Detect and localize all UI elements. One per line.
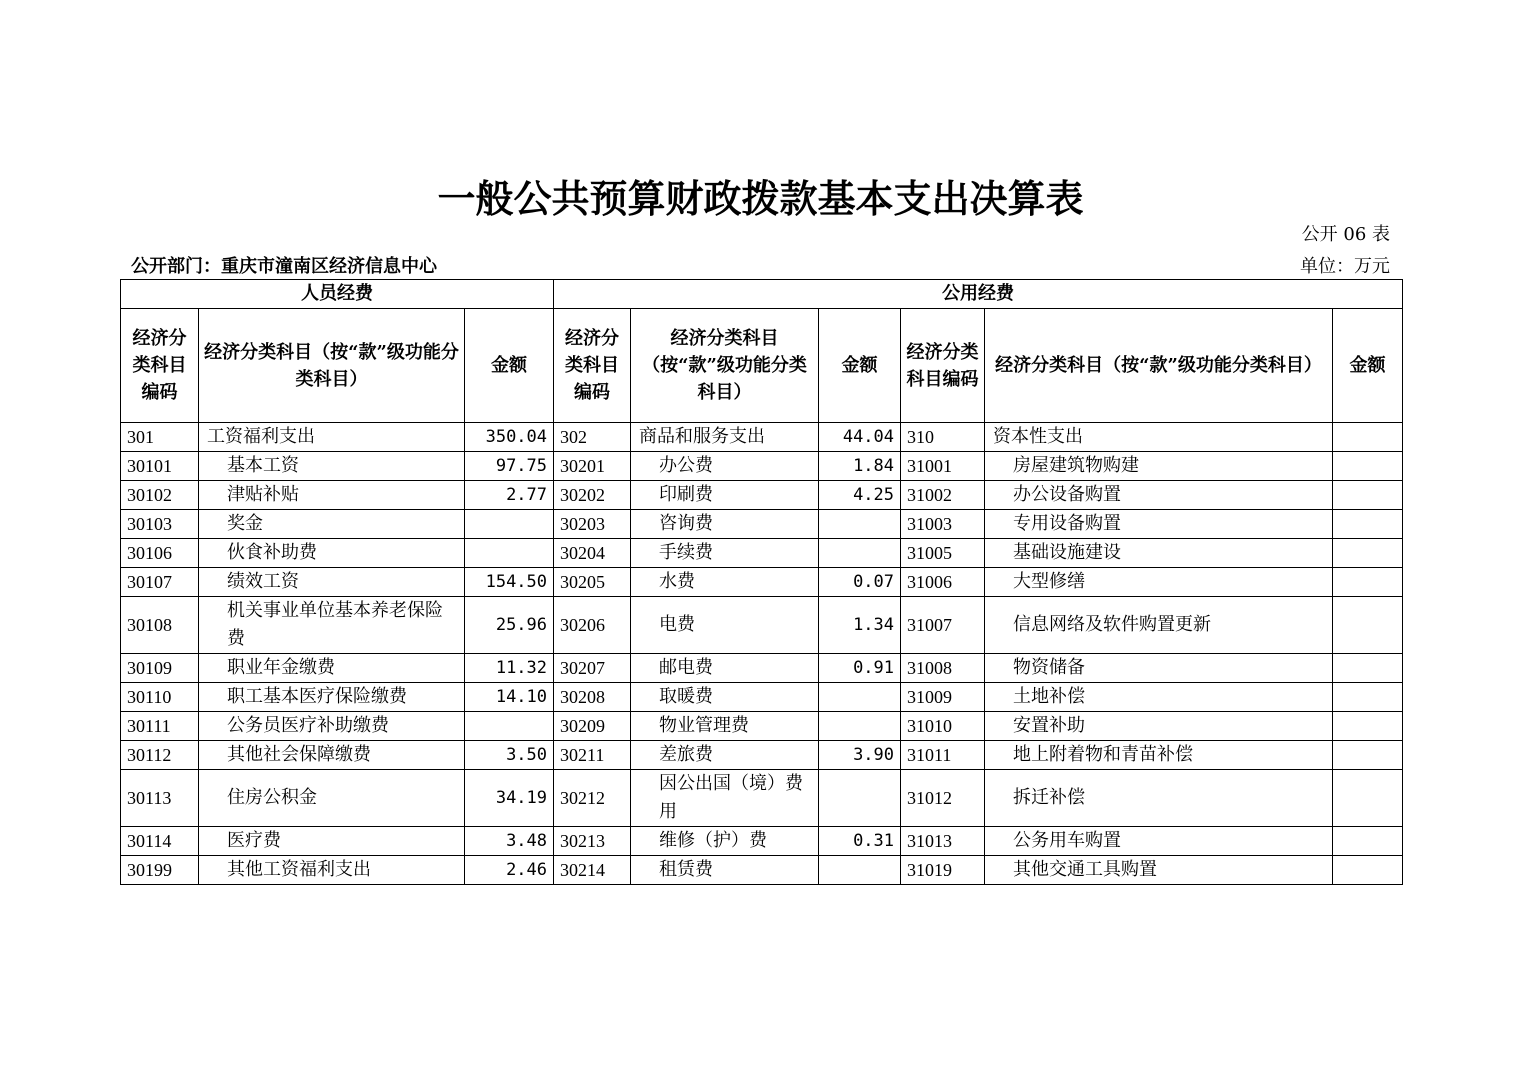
name-cell: 电费: [631, 597, 819, 654]
code-cell: 31002: [901, 481, 985, 510]
department-label: 公开部门：重庆市潼南区经济信息中心: [131, 256, 437, 277]
code-cell: 30212: [554, 770, 631, 827]
name-cell: 其他工资福利支出: [199, 856, 465, 885]
name-cell: 物资储备: [985, 654, 1333, 683]
code-cell: 301: [121, 423, 199, 452]
amount-cell: [1333, 770, 1403, 827]
amount-cell: [465, 510, 554, 539]
code-cell: 31009: [901, 683, 985, 712]
name-cell: 伙食补助费: [199, 539, 465, 568]
code-cell: 30204: [554, 539, 631, 568]
name-cell: 资本性支出: [985, 423, 1333, 452]
name-cell: 公务员医疗补助缴费: [199, 712, 465, 741]
amount-cell: [819, 770, 901, 827]
name-cell: 大型修缮: [985, 568, 1333, 597]
col-header-amount: 金额: [465, 309, 554, 423]
code-cell: 31001: [901, 452, 985, 481]
amount-cell: 2.46: [465, 856, 554, 885]
code-cell: 31005: [901, 539, 985, 568]
table-row: [121, 452, 1403, 481]
code-cell: 30205: [554, 568, 631, 597]
amount-cell: 1.34: [819, 597, 901, 654]
code-cell: 31003: [901, 510, 985, 539]
public-group-header: 公用经费: [554, 280, 1403, 309]
amount-cell: 1.84: [819, 452, 901, 481]
col-header-amount: 金额: [819, 309, 901, 423]
amount-cell: 3.50: [465, 741, 554, 770]
name-cell: 物业管理费: [631, 712, 819, 741]
code-cell: 30113: [121, 770, 199, 827]
name-cell: 邮电费: [631, 654, 819, 683]
code-cell: 30213: [554, 827, 631, 856]
amount-cell: 25.96: [465, 597, 554, 654]
col-header-code: 经济分类科目编码: [901, 309, 985, 423]
code-cell: 30106: [121, 539, 199, 568]
code-cell: 30102: [121, 481, 199, 510]
amount-cell: 11.32: [465, 654, 554, 683]
amount-cell: 0.31: [819, 827, 901, 856]
code-cell: 30107: [121, 568, 199, 597]
amount-cell: [1333, 712, 1403, 741]
table-row: [121, 423, 1403, 452]
name-cell: 住房公积金: [199, 770, 465, 827]
name-cell: 房屋建筑物购建: [985, 452, 1333, 481]
unit-label: 单位：万元: [1300, 256, 1390, 277]
name-cell: 拆迁补偿: [985, 770, 1333, 827]
code-cell: 31008: [901, 654, 985, 683]
table-row: [121, 741, 1403, 770]
name-cell: 地上附着物和青苗补偿: [985, 741, 1333, 770]
code-cell: 30214: [554, 856, 631, 885]
code-cell: 30109: [121, 654, 199, 683]
code-cell: 30207: [554, 654, 631, 683]
name-cell: 公务用车购置: [985, 827, 1333, 856]
amount-cell: 0.07: [819, 568, 901, 597]
amount-cell: [1333, 827, 1403, 856]
amount-cell: 0.91: [819, 654, 901, 683]
amount-cell: [819, 712, 901, 741]
amount-cell: [819, 539, 901, 568]
amount-cell: [1333, 568, 1403, 597]
code-cell: 30112: [121, 741, 199, 770]
name-cell: 专用设备购置: [985, 510, 1333, 539]
table-row: [121, 770, 1403, 827]
amount-cell: [1333, 510, 1403, 539]
table-row: [121, 654, 1403, 683]
code-cell: 30108: [121, 597, 199, 654]
amount-cell: [1333, 539, 1403, 568]
amount-cell: [1333, 741, 1403, 770]
col-header-code: 经济分类科目编码: [554, 309, 631, 423]
amount-cell: 14.10: [465, 683, 554, 712]
name-cell: 差旅费: [631, 741, 819, 770]
table-number: 公开 06 表: [1301, 224, 1390, 245]
amount-cell: [1333, 683, 1403, 712]
code-cell: 30103: [121, 510, 199, 539]
table-row: [121, 712, 1403, 741]
code-cell: 30101: [121, 452, 199, 481]
table-row: [121, 683, 1403, 712]
name-cell: 机关事业单位基本养老保险费: [199, 597, 465, 654]
amount-cell: [465, 712, 554, 741]
name-cell: 办公设备购置: [985, 481, 1333, 510]
amount-cell: [1333, 423, 1403, 452]
name-cell: 基本工资: [199, 452, 465, 481]
amount-cell: [819, 683, 901, 712]
name-cell: 信息网络及软件购置更新: [985, 597, 1333, 654]
budget-table: [120, 279, 1403, 885]
code-cell: 30114: [121, 827, 199, 856]
amount-cell: [1333, 481, 1403, 510]
code-cell: 30209: [554, 712, 631, 741]
amount-cell: 4.25: [819, 481, 901, 510]
code-cell: 31013: [901, 827, 985, 856]
amount-cell: [819, 856, 901, 885]
name-cell: 租赁费: [631, 856, 819, 885]
table-row: [121, 856, 1403, 885]
name-cell: 基础设施建设: [985, 539, 1333, 568]
table-row: [121, 568, 1403, 597]
personnel-group-header: 人员经费: [121, 280, 554, 309]
code-cell: 31010: [901, 712, 985, 741]
col-header-name: 经济分类科目（按“款”级功能分类科目）: [985, 309, 1333, 423]
name-cell: 印刷费: [631, 481, 819, 510]
amount-cell: [1333, 856, 1403, 885]
code-cell: 30110: [121, 683, 199, 712]
name-cell: 手续费: [631, 539, 819, 568]
name-cell: 办公费: [631, 452, 819, 481]
code-cell: 302: [554, 423, 631, 452]
name-cell: 奖金: [199, 510, 465, 539]
name-cell: 水费: [631, 568, 819, 597]
amount-cell: 34.19: [465, 770, 554, 827]
col-header-code: 经济分类科目编码: [121, 309, 199, 423]
name-cell: 因公出国（境）费用: [631, 770, 819, 827]
name-cell: 津贴补贴: [199, 481, 465, 510]
amount-cell: 350.04: [465, 423, 554, 452]
table-row: [121, 539, 1403, 568]
table-row: [121, 827, 1403, 856]
name-cell: 取暖费: [631, 683, 819, 712]
code-cell: 31007: [901, 597, 985, 654]
name-cell: 商品和服务支出: [631, 423, 819, 452]
code-cell: 31006: [901, 568, 985, 597]
name-cell: 安置补助: [985, 712, 1333, 741]
name-cell: 绩效工资: [199, 568, 465, 597]
name-cell: 职工基本医疗保险缴费: [199, 683, 465, 712]
code-cell: 31012: [901, 770, 985, 827]
name-cell: 工资福利支出: [199, 423, 465, 452]
name-cell: 医疗费: [199, 827, 465, 856]
amount-cell: 44.04: [819, 423, 901, 452]
amount-cell: 2.77: [465, 481, 554, 510]
name-cell: 维修（护）费: [631, 827, 819, 856]
amount-cell: 3.48: [465, 827, 554, 856]
amount-cell: 97.75: [465, 452, 554, 481]
name-cell: 职业年金缴费: [199, 654, 465, 683]
code-cell: 30201: [554, 452, 631, 481]
code-cell: 310: [901, 423, 985, 452]
page-title: 一般公共预算财政拨款基本支出决算表: [437, 176, 1084, 221]
table-row: [121, 481, 1403, 510]
amount-cell: [465, 539, 554, 568]
name-cell: 咨询费: [631, 510, 819, 539]
col-header-name: 经济分类科目（按“款”级功能分类科目）: [631, 309, 819, 423]
code-cell: 31019: [901, 856, 985, 885]
amount-cell: [1333, 452, 1403, 481]
col-header-name: 经济分类科目（按“款”级功能分类科目）: [199, 309, 465, 423]
table-row: [121, 510, 1403, 539]
code-cell: 31011: [901, 741, 985, 770]
amount-cell: [819, 510, 901, 539]
table-row: [121, 597, 1403, 654]
code-cell: 30199: [121, 856, 199, 885]
amount-cell: 154.50: [465, 568, 554, 597]
code-cell: 30111: [121, 712, 199, 741]
code-cell: 30203: [554, 510, 631, 539]
name-cell: 其他社会保障缴费: [199, 741, 465, 770]
code-cell: 30206: [554, 597, 631, 654]
code-cell: 30211: [554, 741, 631, 770]
name-cell: 土地补偿: [985, 683, 1333, 712]
code-cell: 30202: [554, 481, 631, 510]
col-header-amount: 金额: [1333, 309, 1403, 423]
amount-cell: 3.90: [819, 741, 901, 770]
amount-cell: [1333, 597, 1403, 654]
amount-cell: [1333, 654, 1403, 683]
code-cell: 30208: [554, 683, 631, 712]
name-cell: 其他交通工具购置: [985, 856, 1333, 885]
